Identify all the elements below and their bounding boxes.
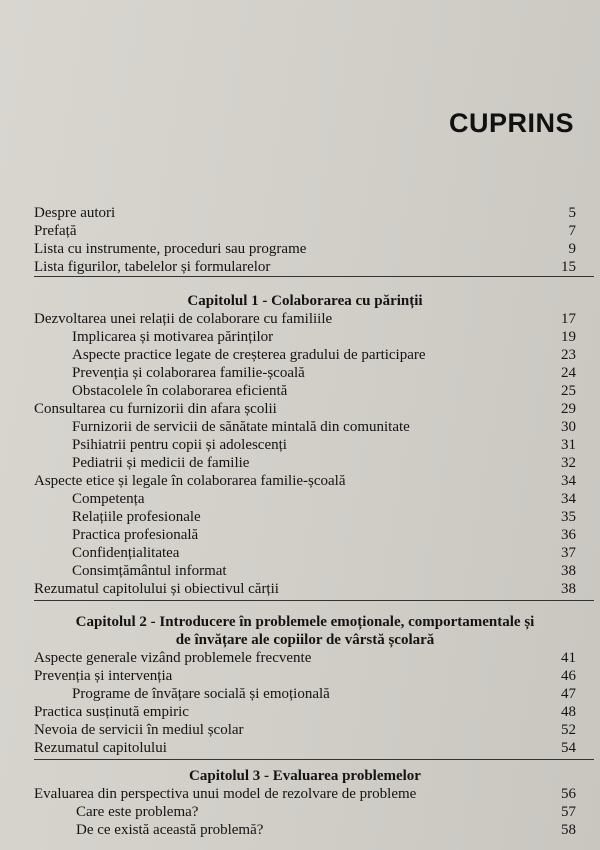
toc-entry-label: Aspecte etice și legale în colaborarea familie-școală xyxy=(34,473,346,489)
toc-entry xyxy=(34,649,576,667)
toc-entry-label: Furnizorii de servicii de sănătate mintală din comunitate xyxy=(72,419,410,435)
toc-entry xyxy=(34,310,576,328)
toc-entry-label: De ce există această problemă? xyxy=(76,822,264,838)
toc-entry-label: Programe de învățare socială și emoțională xyxy=(72,686,330,702)
toc-entry xyxy=(72,526,576,544)
toc-entry-page: 52 xyxy=(561,722,576,738)
underline-divider xyxy=(34,276,594,277)
toc-entry xyxy=(76,821,576,839)
toc-entry-page: 37 xyxy=(561,545,576,561)
toc-entry xyxy=(34,204,576,222)
toc-entry xyxy=(72,382,576,400)
toc-entry-label: Lista cu instrumente, proceduri sau programe xyxy=(34,241,307,257)
toc-entry-label: Aspecte practice legate de creșterea gradului de participare xyxy=(72,347,426,363)
toc-entry-page: 58 xyxy=(561,822,576,838)
toc-entry-label: Psihiatrii pentru copii și adolescenți xyxy=(72,437,287,453)
toc-entry xyxy=(76,803,576,821)
toc-entry xyxy=(72,562,576,580)
toc-entry-page: 25 xyxy=(561,383,576,399)
toc-entry-page: 56 xyxy=(561,786,576,802)
toc-entry xyxy=(34,240,576,258)
toc-entry xyxy=(72,328,576,346)
toc-entry xyxy=(34,472,576,490)
toc-entry-page: 54 xyxy=(561,740,576,756)
underline-divider xyxy=(34,600,594,601)
toc-entry-label: Lista figurilor, tabelelor și formularelor xyxy=(34,259,271,275)
toc-entry xyxy=(34,739,576,757)
toc-entry xyxy=(34,721,576,739)
toc-entry-page: 36 xyxy=(561,527,576,543)
toc-entry xyxy=(34,580,576,598)
toc-entry-label: Evaluarea din perspectiva unui model de rezolvare de probleme xyxy=(34,786,417,802)
toc-entry xyxy=(34,222,576,240)
toc-entry-label: Relațiile profesionale xyxy=(72,509,201,525)
toc-entry xyxy=(72,436,576,454)
toc-entry-page: 31 xyxy=(561,437,576,453)
toc-entry xyxy=(72,685,576,703)
toc-entry-label: Nevoia de servicii în mediul școlar xyxy=(34,722,244,738)
toc-entry-label: Pediatrii și medicii de familie xyxy=(72,455,250,471)
toc-entry xyxy=(72,544,576,562)
toc-entry-label: Implicarea și motivarea părinților xyxy=(72,329,274,345)
toc-entry-page: 7 xyxy=(568,223,576,239)
underline-divider xyxy=(34,759,594,760)
toc-entry-label: Confidențialitatea xyxy=(72,545,180,561)
toc-entry-page: 24 xyxy=(561,365,576,381)
toc-entry-page: 17 xyxy=(561,311,576,327)
toc-entry-page: 5 xyxy=(568,205,576,221)
toc-entry-label: Practica susținută empiric xyxy=(34,704,189,720)
toc-entry-label: Despre autori xyxy=(34,205,116,221)
toc-entry xyxy=(72,346,576,364)
toc-entry-label: Practica profesională xyxy=(72,527,199,543)
toc-entry-page: 19 xyxy=(561,329,576,345)
chapter-heading: de învățare ale copiilor de vârstă școlară xyxy=(175,632,435,648)
toc-entry xyxy=(34,703,576,721)
chapter-heading: Capitolul 2 - Introducere în problemele emoționale, comportamentale și xyxy=(75,614,535,630)
toc-entry-page: 47 xyxy=(561,686,576,702)
toc-entry-label: Obstacolele în colaborarea eficientă xyxy=(72,383,288,399)
toc-entry xyxy=(34,400,576,418)
toc-entry xyxy=(34,785,576,803)
toc-entry-page: 32 xyxy=(561,455,576,471)
toc-entry-page: 23 xyxy=(561,347,576,363)
toc-entry xyxy=(34,667,576,685)
toc-entry-page: 48 xyxy=(561,704,576,720)
chapter-heading: Capitolul 1 - Colaborarea cu părinții xyxy=(187,293,423,309)
toc-entry-page: 34 xyxy=(561,491,576,507)
toc-entry-label: Care este problema? xyxy=(76,804,199,820)
page-title: CUPRINS xyxy=(448,108,574,138)
toc-entry-page: 57 xyxy=(561,804,576,820)
toc-entry-page: 35 xyxy=(561,509,576,525)
toc-entry-label: Prefață xyxy=(34,223,77,239)
toc-entry-page: 38 xyxy=(561,581,576,597)
toc-entry-page: 29 xyxy=(561,401,576,417)
toc-entry-page: 15 xyxy=(561,259,576,275)
toc-entry-label: Rezumatul capitolului și obiectivul cărții xyxy=(34,581,279,597)
toc-entry-label: Rezumatul capitolului xyxy=(34,740,167,756)
chapter-heading: Capitolul 3 - Evaluarea problemelor xyxy=(189,768,421,784)
toc-entry-page: 41 xyxy=(561,650,576,666)
toc-entry xyxy=(72,490,576,508)
toc-entry-label: Prevenția și intervenția xyxy=(34,668,173,684)
toc-entry-label: Consimțământul informat xyxy=(72,563,227,579)
toc-entry-label: Aspecte generale vizând problemele frecvente xyxy=(34,650,312,666)
toc-entry xyxy=(72,418,576,436)
toc-entry xyxy=(34,258,576,276)
toc-entry-page: 38 xyxy=(561,563,576,579)
toc-entry xyxy=(72,364,576,382)
toc-entry-page: 9 xyxy=(568,241,576,257)
toc-entry-page: 30 xyxy=(561,419,576,435)
toc-entry xyxy=(72,508,576,526)
toc-entry-page: 46 xyxy=(561,668,576,684)
toc-entry xyxy=(72,454,576,472)
toc-entry-label: Dezvoltarea unei relații de colaborare cu familiile xyxy=(34,311,333,327)
toc-entry-label: Competența xyxy=(72,491,145,507)
toc-entry-page: 34 xyxy=(561,473,576,489)
toc-entry-label: Prevenția și colaborarea familie-școală xyxy=(72,365,305,381)
toc-entry-label: Consultarea cu furnizorii din afara școlii xyxy=(34,401,277,417)
